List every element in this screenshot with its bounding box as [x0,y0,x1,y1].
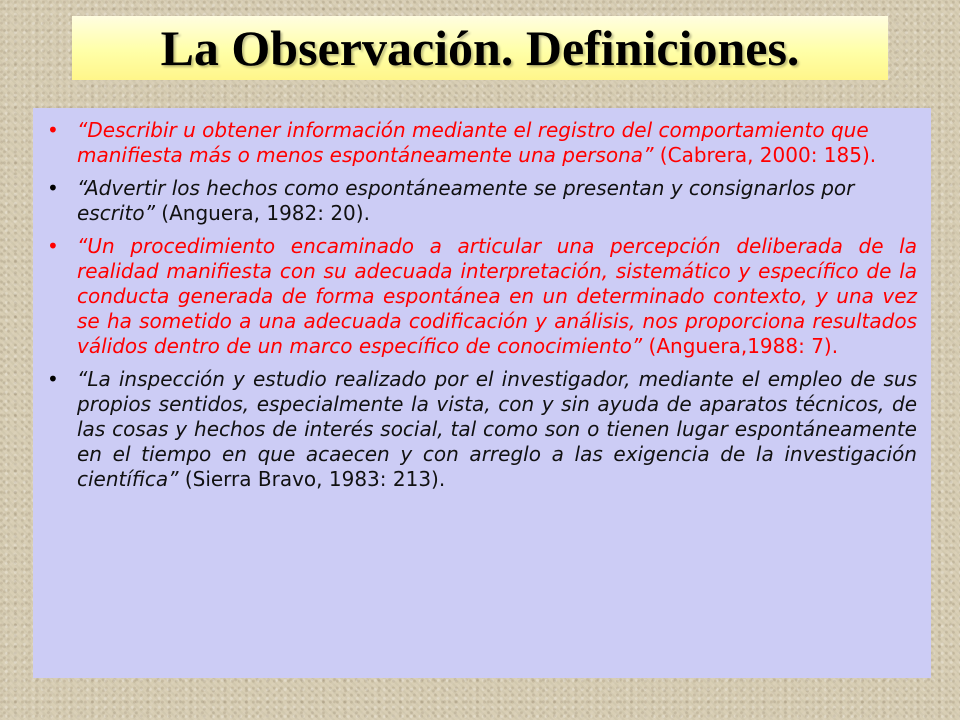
definition-quote: “Advertir los hechos como espontáneamente se presentan y consignarlos por escrito” [77,176,855,225]
definitions-list [33,108,931,492]
bullet-icon: • [47,367,59,391]
definition-item-anguera-1988 [47,234,917,359]
definition-citation: (Sierra Bravo, 1983: 213). [178,467,446,491]
bullet-icon: • [47,118,59,142]
definition-quote: “Describir u obtener información mediante el registro del comportamiento que manifiesta más o menos espontáneamente una persona” [77,118,869,167]
definition-quote: “Un procedimiento encaminado a articular una percepción deliberada de la realidad manifiesta con su adecuada interpretación, sistemático y específico de la conducta generada de forma espontánea en un determinado contexto, y una vez se ha sometido a una adecuada codificación y análisis, nos proporciona resultados válidos dentro de un marco específico de conocimiento” [77,234,917,358]
title-banner [72,16,888,80]
slide-title: La Observación. Definiciones. [160,20,800,76]
definition-item-cabrera [47,118,917,168]
definition-citation: (Anguera, 1982: 20). [154,201,370,225]
definition-citation: (Anguera,1988: 7). [642,334,839,358]
bullet-icon: • [47,176,59,200]
definition-quote: “La inspección y estudio realizado por el investigador, mediante el empleo de sus propios sentidos, especialmente la vista, con y sin ayuda de aparatos técnicos, de las cosas y hechos de interés social, tal como son o tienen lugar espontáneamente en el tiempo en que acaecen y con arreglo a las exigencia de la investigación científica” [77,367,917,491]
definition-item-sierra-bravo [47,367,917,492]
definition-citation: (Cabrera, 2000: 185). [653,143,877,167]
definition-item-anguera-1982 [47,176,917,226]
definitions-panel [33,108,931,678]
bullet-icon: • [47,234,59,258]
